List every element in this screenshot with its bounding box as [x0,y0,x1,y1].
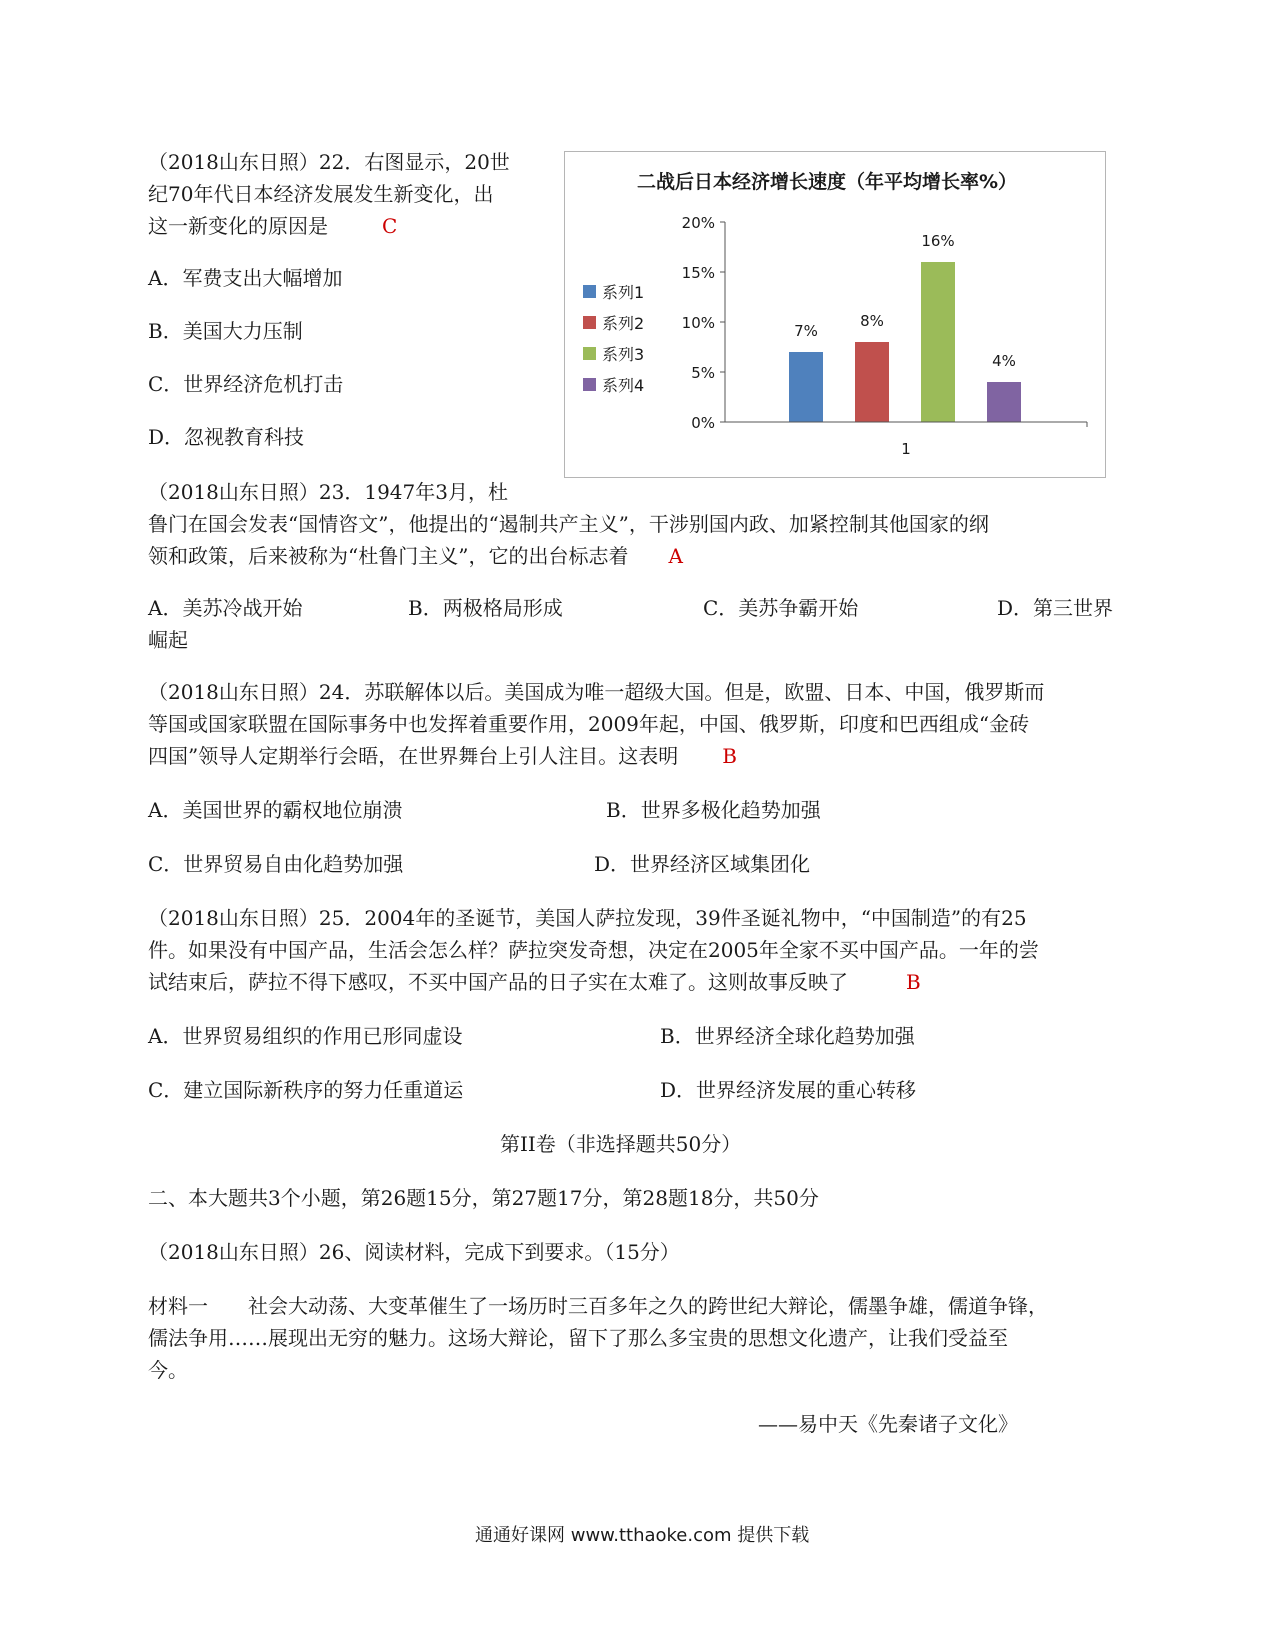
legend-swatch [583,316,596,329]
q24-line-1: （2018山东日照）24．苏联解体以后。美国成为唯一超级大国。但是，欧盟、日本、中国，俄罗斯而 [148,680,1045,704]
q22-option-d: D．忽视教育科技 [148,425,305,449]
section-2-intro: 二、本大题共3个小题，第26题15分，第27题17分，第28题18分，共50分 [148,1186,819,1210]
y-tick-label: 15% [681,264,715,282]
q22-option-a: A．军费支出大幅增加 [148,266,343,290]
q23-option-d-wrap: 崛起 [148,628,188,652]
q23-option-a: A．美苏冷战开始 [148,596,303,620]
q25-line-3-text: 试结束后，萨拉不得下感叹，不买中国产品的日子实在太难了。这则故事反映了 [148,970,848,994]
bar-data-label: 4% [992,352,1016,370]
chart-title: 二战后日本经济增长速度（年平均增长率%） [636,171,1018,193]
legend-label: 系列1 [602,283,645,302]
chart-x-axis [725,422,1087,458]
y-tick-label: 10% [681,314,715,332]
q25-option-d: D．世界经济发展的重心转移 [660,1078,917,1102]
q23-line-3 [148,542,683,570]
q25-option-a: A．世界贸易组织的作用已形同虚设 [148,1024,463,1048]
q23-line-3-text: 领和政策，后来被称为“杜鲁门主义”，它的出台标志着 [148,544,629,568]
q24-option-b: B．世界多极化趋势加强 [606,798,821,822]
q24-answer: B [722,744,737,768]
q23-option-b: B．两极格局形成 [408,596,563,620]
q24-option-a: A．美国世界的霸权地位崩溃 [148,798,403,822]
q23-answer: A [668,544,683,568]
chart-legend [583,283,644,395]
q22-line-3-text: 这一新变化的原因是 [148,214,328,238]
q24-line-3-text: 四国”领导人定期举行会晤，在世界舞台上引人注目。这表明 [148,744,679,768]
legend-label: 系列2 [602,314,645,333]
bar-系列2 [855,342,889,422]
q26-material-line-2: 儒法争用……展现出无穷的魅力。这场大辩论，留下了那么多宝贵的思想文化遗产，让我们受益至 [148,1326,1008,1350]
section-2-title: 第II卷（非选择题共50分） [500,1132,742,1156]
growth-chart [564,151,1106,478]
q24-option-d: D．世界经济区域集团化 [594,852,811,876]
q26-material-line-1: 材料一 社会大动荡、大变革催生了一场历时三百多年之久的跨世纪大辩论，儒墨争雄，儒道争锋， [148,1294,1048,1318]
q22-line-2: 纪70年代日本经济发展发生新变化，出 [148,182,494,206]
q23-option-d: D．第三世界 [997,596,1114,620]
q22-line-1: （2018山东日照）22．右图显示，20世 [148,150,510,174]
y-tick-label: 20% [681,214,715,232]
q25-line-1: （2018山东日照）25．2004年的圣诞节，美国人萨拉发现，39件圣诞礼物中，“中国制造”的有25 [148,906,1027,930]
q23-line-1: （2018山东日照）23．1947年3月，杜 [148,480,508,504]
bar-系列1 [789,352,823,422]
q25-line-3 [148,968,921,996]
q26-source: ——易中天《先秦诸子文化》 [758,1412,1018,1436]
q24-option-c: C．世界贸易自由化趋势加强 [148,852,404,876]
x-category-label: 1 [901,440,911,458]
bar-data-label: 8% [860,312,884,330]
q24-line-2: 等国或国家联盟在国际事务中也发挥着重要作用，2009年起，中国、俄罗斯，印度和巴西组成“金砖 [148,712,1030,736]
legend-label: 系列3 [602,345,645,364]
q25-answer: B [906,970,921,994]
q22-option-c: C．世界经济危机打击 [148,372,344,396]
legend-swatch [583,285,596,298]
q22-option-b: B．美国大力压制 [148,319,303,343]
q23-line-2: 鲁门在国会发表“国情咨文”，他提出的“遏制共产主义”，干涉别国内政、加紧控制其他国家的纲 [148,512,989,536]
q22-answer: C [382,214,398,238]
chart-y-axis [682,214,725,432]
y-tick-label: 5% [691,364,715,382]
q26-material-line-3: 今。 [148,1358,188,1382]
legend-swatch [583,378,596,391]
bar-data-label: 7% [794,322,818,340]
bar-系列4 [987,382,1021,422]
growth-chart-svg [565,152,1105,477]
page-footer: 通通好课网 www.tthaoke.com 提供下载 [475,1525,810,1546]
y-tick-label: 0% [691,414,715,432]
q26-header: （2018山东日照）26、阅读材料，完成下到要求。（15分） [148,1240,680,1264]
q25-line-2: 件。如果没有中国产品，生活会怎么样？萨拉突发奇想，决定在2005年全家不买中国产品。一年的尝 [148,938,1039,962]
legend-swatch [583,347,596,360]
bar-系列3 [921,262,955,422]
q22-line-3 [148,212,397,240]
q23-option-c: C．美苏争霸开始 [703,596,859,620]
bar-data-label: 16% [921,232,955,250]
chart-bars [789,232,1021,422]
q25-option-c: C．建立国际新秩序的努力任重道运 [148,1078,464,1102]
legend-label: 系列4 [602,376,645,395]
q24-line-3 [148,742,737,770]
q25-option-b: B．世界经济全球化趋势加强 [660,1024,915,1048]
